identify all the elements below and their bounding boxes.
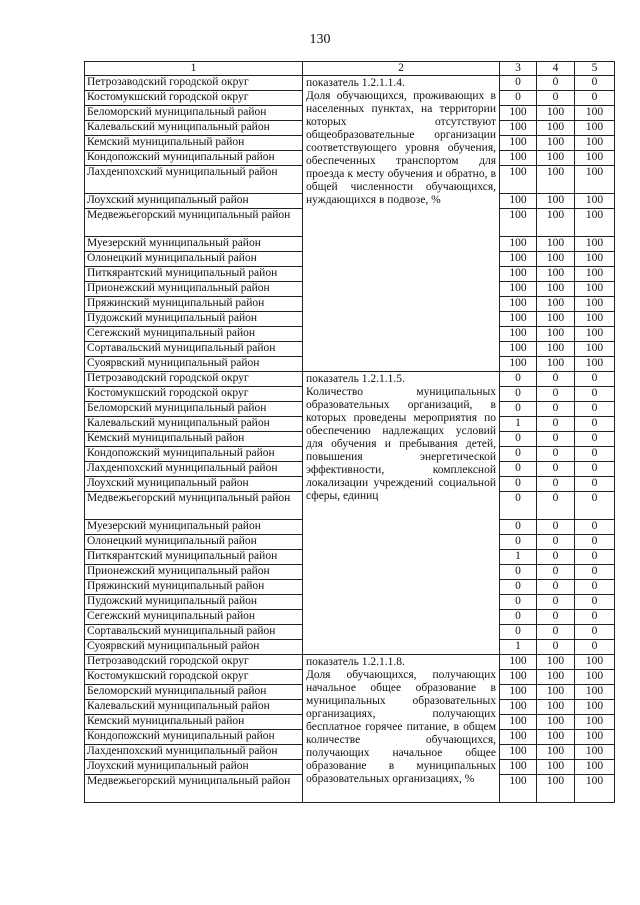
municipality-name: Медвежьегорский муниципальный район: [85, 209, 303, 237]
value-col-4: 100: [537, 151, 575, 166]
value-col-3: 100: [500, 297, 537, 312]
value-col-3: 0: [500, 610, 537, 625]
value-col-3: 100: [500, 237, 537, 252]
value-col-4: 0: [537, 565, 575, 580]
municipality-name: Костомукшский городской округ: [85, 387, 303, 402]
table-row: [85, 76, 615, 91]
indicator-description-cell: [303, 372, 500, 655]
municipality-name: Петрозаводский городской округ: [85, 655, 303, 670]
value-col-3: 0: [500, 565, 537, 580]
municipality-name: Медвежьегорский муниципальный район: [85, 775, 303, 803]
value-col-3: 100: [500, 670, 537, 685]
value-col-5: 0: [575, 535, 615, 550]
value-col-4: 0: [537, 610, 575, 625]
value-col-4: 100: [537, 745, 575, 760]
municipality-name: Прионежский муниципальный район: [85, 565, 303, 580]
municipality-name: Олонецкий муниципальный район: [85, 252, 303, 267]
header-row: [85, 62, 615, 76]
indicator-description-cell: [303, 655, 500, 803]
value-col-5: 0: [575, 550, 615, 565]
municipality-name: Сегежский муниципальный район: [85, 610, 303, 625]
value-col-5: 100: [575, 151, 615, 166]
value-col-3: 1: [500, 550, 537, 565]
municipality-name: Кемский муниципальный район: [85, 432, 303, 447]
municipality-name: Сегежский муниципальный район: [85, 327, 303, 342]
municipality-name: Беломорский муниципальный район: [85, 402, 303, 417]
value-col-4: 100: [537, 730, 575, 745]
value-col-3: 100: [500, 194, 537, 209]
value-col-4: 100: [537, 237, 575, 252]
value-col-4: 100: [537, 655, 575, 670]
value-col-5: 100: [575, 136, 615, 151]
value-col-3: 0: [500, 91, 537, 106]
indicator-table: [84, 61, 615, 803]
value-col-5: 100: [575, 312, 615, 327]
indicator-text: Количество муниципальных образовательных организаций, в которых проведены мероприятия по обеспечению надлежащих условий для обучения и пребывания детей, повышения энергетической эффективности, комплексной локализации учреждений социальной сферы, единиц: [306, 386, 496, 502]
municipality-name: Беломорский муниципальный район: [85, 106, 303, 121]
value-col-5: 0: [575, 76, 615, 91]
value-col-4: 0: [537, 387, 575, 402]
municipality-name: Кондопожский муниципальный район: [85, 730, 303, 745]
value-col-5: 100: [575, 730, 615, 745]
value-col-3: 0: [500, 447, 537, 462]
value-col-4: 0: [537, 550, 575, 565]
municipality-name: Суоярвский муниципальный район: [85, 640, 303, 655]
value-col-3: 1: [500, 417, 537, 432]
municipality-name: Кондопожский муниципальный район: [85, 447, 303, 462]
value-col-4: 100: [537, 312, 575, 327]
value-col-3: 0: [500, 372, 537, 387]
municipality-name: Лоухский муниципальный район: [85, 477, 303, 492]
indicator-text: Доля обучающихся, проживающих в населенных пунктах, на территории которых отсутствуют общеобразовательные организации соответствующего уровня обучения, обеспеченных транспортом для проезда к месту обучения и обратно, в общей численности обучающихся, нуждающихся в подвозе, %: [306, 90, 496, 206]
value-col-3: 100: [500, 106, 537, 121]
value-col-4: 100: [537, 252, 575, 267]
value-col-5: 0: [575, 595, 615, 610]
value-col-4: 0: [537, 91, 575, 106]
value-col-3: 100: [500, 685, 537, 700]
value-col-4: 100: [537, 106, 575, 121]
value-col-5: 100: [575, 209, 615, 237]
value-col-4: 0: [537, 492, 575, 520]
value-col-4: 0: [537, 625, 575, 640]
municipality-name: Прионежский муниципальный район: [85, 282, 303, 297]
municipality-name: Пряжинский муниципальный район: [85, 297, 303, 312]
municipality-name: Кондопожский муниципальный район: [85, 151, 303, 166]
value-col-4: 0: [537, 417, 575, 432]
value-col-3: 100: [500, 745, 537, 760]
value-col-5: 0: [575, 447, 615, 462]
value-col-5: 0: [575, 625, 615, 640]
value-col-5: 100: [575, 715, 615, 730]
value-col-5: 100: [575, 166, 615, 194]
table-body: [85, 62, 615, 803]
municipality-name: Петрозаводский городской округ: [85, 76, 303, 91]
value-col-4: 0: [537, 580, 575, 595]
municipality-name: Кемский муниципальный район: [85, 715, 303, 730]
value-col-4: 100: [537, 685, 575, 700]
value-col-3: 0: [500, 76, 537, 91]
value-col-3: 100: [500, 760, 537, 775]
page-number: 130: [309, 32, 331, 47]
table-row: [85, 372, 615, 387]
header-col-2: 2: [303, 62, 500, 76]
municipality-name: Лоухский муниципальный район: [85, 760, 303, 775]
value-col-4: 100: [537, 357, 575, 372]
value-col-4: 100: [537, 209, 575, 237]
municipality-name: Медвежьегорский муниципальный район: [85, 492, 303, 520]
value-col-5: 100: [575, 357, 615, 372]
municipality-name: Пряжинский муниципальный район: [85, 580, 303, 595]
value-col-5: 100: [575, 700, 615, 715]
municipality-name: Петрозаводский городской округ: [85, 372, 303, 387]
municipality-name: Суоярвский муниципальный район: [85, 357, 303, 372]
value-col-4: 0: [537, 477, 575, 492]
municipality-name: Муезерский муниципальный район: [85, 520, 303, 535]
municipality-name: Беломорский муниципальный район: [85, 685, 303, 700]
value-col-3: 100: [500, 700, 537, 715]
value-col-4: 100: [537, 282, 575, 297]
value-col-5: 100: [575, 194, 615, 209]
value-col-5: 100: [575, 106, 615, 121]
value-col-4: 0: [537, 535, 575, 550]
table-row: [85, 655, 615, 670]
indicator-description-cell: [303, 76, 500, 372]
value-col-3: 1: [500, 640, 537, 655]
value-col-3: 100: [500, 342, 537, 357]
value-col-3: 100: [500, 357, 537, 372]
value-col-4: 100: [537, 267, 575, 282]
value-col-5: 0: [575, 91, 615, 106]
value-col-5: 0: [575, 610, 615, 625]
value-col-5: 0: [575, 565, 615, 580]
municipality-name: Пудожский муниципальный район: [85, 595, 303, 610]
value-col-5: 100: [575, 267, 615, 282]
value-col-3: 0: [500, 462, 537, 477]
value-col-5: 0: [575, 417, 615, 432]
value-col-3: 0: [500, 402, 537, 417]
value-col-3: 0: [500, 387, 537, 402]
indicator-code: показатель 1.2.1.1.4.: [306, 77, 405, 89]
value-col-5: 100: [575, 237, 615, 252]
value-col-4: 100: [537, 136, 575, 151]
value-col-5: 100: [575, 775, 615, 803]
value-col-5: 100: [575, 745, 615, 760]
value-col-4: 0: [537, 640, 575, 655]
value-col-4: 0: [537, 447, 575, 462]
indicator-code: показатель 1.2.1.1.5.: [306, 373, 405, 385]
value-col-4: 100: [537, 775, 575, 803]
value-col-5: 0: [575, 477, 615, 492]
value-col-4: 100: [537, 342, 575, 357]
municipality-name: Пудожский муниципальный район: [85, 312, 303, 327]
value-col-4: 0: [537, 402, 575, 417]
municipality-name: Калевальский муниципальный район: [85, 700, 303, 715]
value-col-3: 100: [500, 655, 537, 670]
header-col-4: 4: [537, 62, 575, 76]
value-col-3: 100: [500, 267, 537, 282]
value-col-5: 100: [575, 121, 615, 136]
value-col-5: 100: [575, 670, 615, 685]
value-col-3: 0: [500, 432, 537, 447]
value-col-5: 100: [575, 655, 615, 670]
municipality-name: Олонецкий муниципальный район: [85, 535, 303, 550]
municipality-name: Кемский муниципальный район: [85, 136, 303, 151]
value-col-5: 0: [575, 640, 615, 655]
value-col-3: 100: [500, 715, 537, 730]
value-col-4: 100: [537, 670, 575, 685]
value-col-5: 0: [575, 402, 615, 417]
value-col-5: 100: [575, 685, 615, 700]
municipality-name: Калевальский муниципальный район: [85, 417, 303, 432]
value-col-5: 100: [575, 327, 615, 342]
value-col-5: 0: [575, 372, 615, 387]
value-col-3: 100: [500, 730, 537, 745]
municipality-name: Питкярантский муниципальный район: [85, 267, 303, 282]
header-col-3: 3: [500, 62, 537, 76]
value-col-3: 0: [500, 492, 537, 520]
value-col-5: 0: [575, 387, 615, 402]
municipality-name: Костомукшский городской округ: [85, 91, 303, 106]
header-col-5: 5: [575, 62, 615, 76]
value-col-3: 0: [500, 477, 537, 492]
value-col-3: 100: [500, 775, 537, 803]
value-col-3: 100: [500, 151, 537, 166]
municipality-name: Лахденпохский муниципальный район: [85, 745, 303, 760]
indicator-code: показатель 1.2.1.1.8.: [306, 656, 405, 668]
value-col-3: 100: [500, 209, 537, 237]
value-col-4: 100: [537, 121, 575, 136]
value-col-4: 0: [537, 462, 575, 477]
municipality-name: Сортавальский муниципальный район: [85, 342, 303, 357]
value-col-3: 100: [500, 282, 537, 297]
value-col-3: 0: [500, 595, 537, 610]
value-col-4: 0: [537, 76, 575, 91]
value-col-3: 100: [500, 136, 537, 151]
value-col-5: 0: [575, 492, 615, 520]
value-col-3: 100: [500, 121, 537, 136]
indicator-text: Доля обучающихся, получающих начальное общее образование в муниципальных образовательных организациях, получающих бесплатное горячее питание, в общем количестве обучающихся, получающих начальное общее образование в муниципальных образовательных организациях, %: [306, 669, 496, 785]
municipality-name: Муезерский муниципальный район: [85, 237, 303, 252]
value-col-5: 0: [575, 432, 615, 447]
value-col-5: 100: [575, 252, 615, 267]
value-col-3: 100: [500, 166, 537, 194]
value-col-4: 100: [537, 166, 575, 194]
header-col-1: 1: [85, 62, 303, 76]
municipality-name: Лоухский муниципальный район: [85, 194, 303, 209]
value-col-5: 0: [575, 580, 615, 595]
value-col-4: 100: [537, 760, 575, 775]
value-col-4: 0: [537, 520, 575, 535]
municipality-name: Лахденпохский муниципальный район: [85, 166, 303, 194]
value-col-3: 0: [500, 580, 537, 595]
value-col-4: 0: [537, 432, 575, 447]
value-col-5: 0: [575, 520, 615, 535]
municipality-name: Костомукшский городской округ: [85, 670, 303, 685]
municipality-name: Лахденпохский муниципальный район: [85, 462, 303, 477]
value-col-5: 100: [575, 297, 615, 312]
value-col-4: 100: [537, 194, 575, 209]
municipality-name: Калевальский муниципальный район: [85, 121, 303, 136]
value-col-3: 0: [500, 625, 537, 640]
value-col-4: 100: [537, 715, 575, 730]
value-col-3: 100: [500, 252, 537, 267]
value-col-5: 100: [575, 282, 615, 297]
value-col-5: 0: [575, 462, 615, 477]
value-col-3: 0: [500, 535, 537, 550]
value-col-4: 100: [537, 700, 575, 715]
value-col-5: 100: [575, 760, 615, 775]
municipality-name: Питкярантский муниципальный район: [85, 550, 303, 565]
municipality-name: Сортавальский муниципальный район: [85, 625, 303, 640]
value-col-4: 0: [537, 595, 575, 610]
value-col-5: 100: [575, 342, 615, 357]
value-col-3: 100: [500, 327, 537, 342]
value-col-4: 100: [537, 327, 575, 342]
value-col-4: 100: [537, 297, 575, 312]
value-col-3: 0: [500, 520, 537, 535]
value-col-4: 0: [537, 372, 575, 387]
value-col-3: 100: [500, 312, 537, 327]
